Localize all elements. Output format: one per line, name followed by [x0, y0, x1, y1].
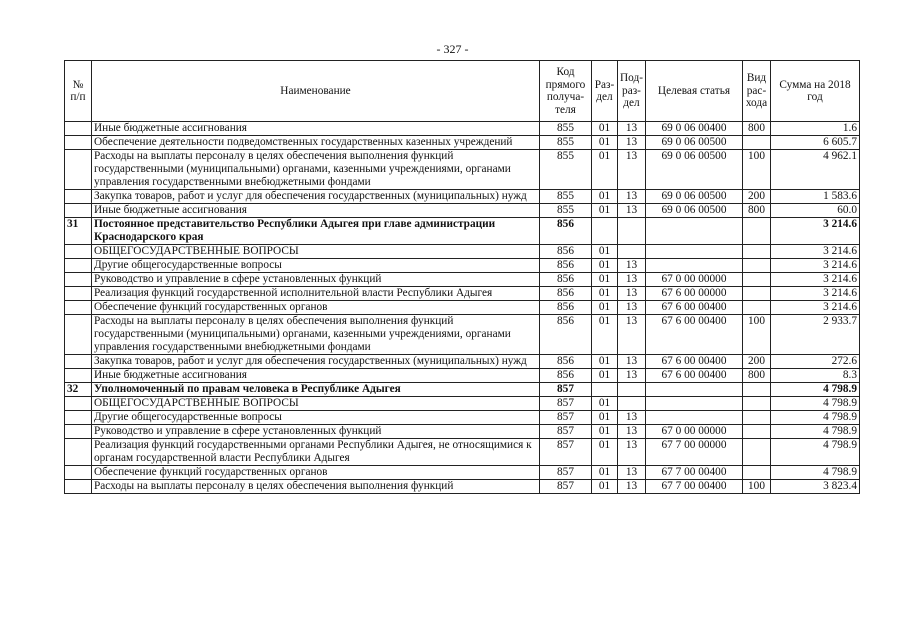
- row-code: 856: [540, 315, 592, 355]
- row-name: Постоянное представительство Республики Адыгея при главе администрации Краснодарского края: [92, 218, 540, 245]
- row-code: 855: [540, 122, 592, 136]
- row-name: Обеспечение функций государственных органов: [92, 466, 540, 480]
- row-target: [646, 383, 743, 397]
- row-sum: 4 798.9: [771, 383, 860, 397]
- row-section: 01: [592, 480, 618, 494]
- row-num: [65, 315, 92, 355]
- row-name: Иные бюджетные ассигнования: [92, 204, 540, 218]
- row-subsection: 13: [618, 411, 646, 425]
- row-target: [646, 411, 743, 425]
- row-section: 01: [592, 466, 618, 480]
- row-code: 856: [540, 355, 592, 369]
- row-code: 855: [540, 204, 592, 218]
- header-subsection: Под-раз-дел: [618, 61, 646, 122]
- row-target: 67 7 00 00400: [646, 480, 743, 494]
- row-name: ОБЩЕГОСУДАРСТВЕННЫЕ ВОПРОСЫ: [92, 397, 540, 411]
- row-section: 01: [592, 439, 618, 466]
- row-num: [65, 190, 92, 204]
- row-type: [743, 259, 771, 273]
- row-target: 67 6 00 00400: [646, 355, 743, 369]
- row-name: Руководство и управление в сфере установленных функций: [92, 425, 540, 439]
- row-type: 100: [743, 480, 771, 494]
- header-num: № п/п: [65, 61, 92, 122]
- row-code: 855: [540, 136, 592, 150]
- table-row: [65, 136, 860, 150]
- row-section: 01: [592, 204, 618, 218]
- row-sum: 3 214.6: [771, 301, 860, 315]
- table-row: [65, 383, 860, 397]
- row-type: [743, 411, 771, 425]
- row-name: Обеспечение функций государственных органов: [92, 301, 540, 315]
- row-num: [65, 150, 92, 190]
- row-subsection: 13: [618, 439, 646, 466]
- row-code: 856: [540, 273, 592, 287]
- row-num: [65, 122, 92, 136]
- row-type: [743, 397, 771, 411]
- row-subsection: 13: [618, 259, 646, 273]
- row-sum: 2 933.7: [771, 315, 860, 355]
- row-name: Расходы на выплаты персоналу в целях обеспечения выполнения функций: [92, 480, 540, 494]
- row-sum: 3 214.6: [771, 287, 860, 301]
- row-sum: 3 214.6: [771, 273, 860, 287]
- row-num: 31: [65, 218, 92, 245]
- row-code: 857: [540, 383, 592, 397]
- row-target: 67 0 00 00000: [646, 425, 743, 439]
- row-sum: 4 962.1: [771, 150, 860, 190]
- row-sum: 4 798.9: [771, 439, 860, 466]
- row-type: 100: [743, 150, 771, 190]
- table-row: [65, 411, 860, 425]
- row-section: 01: [592, 150, 618, 190]
- row-type: [743, 301, 771, 315]
- row-num: [65, 480, 92, 494]
- row-sum: 4 798.9: [771, 411, 860, 425]
- row-num: [65, 439, 92, 466]
- row-name: Реализация функций государственной исполнительной власти Республики Адыгея: [92, 287, 540, 301]
- table-row: [65, 397, 860, 411]
- row-num: [65, 369, 92, 383]
- row-section: 01: [592, 259, 618, 273]
- row-subsection: [618, 218, 646, 245]
- header-target: Целевая статья: [646, 61, 743, 122]
- row-name: Закупка товаров, работ и услуг для обеспечения государственных (муниципальных) нужд: [92, 190, 540, 204]
- row-sum: 4 798.9: [771, 397, 860, 411]
- table-row: [65, 369, 860, 383]
- row-code: 856: [540, 369, 592, 383]
- table-row: [65, 218, 860, 245]
- row-type: [743, 136, 771, 150]
- table-row: [65, 245, 860, 259]
- row-subsection: 13: [618, 190, 646, 204]
- row-type: [743, 383, 771, 397]
- table-header-row: [65, 61, 860, 122]
- row-target: 67 6 00 00000: [646, 287, 743, 301]
- row-type: [743, 466, 771, 480]
- row-code: 857: [540, 397, 592, 411]
- row-section: 01: [592, 190, 618, 204]
- row-sum: 3 214.6: [771, 259, 860, 273]
- row-type: 200: [743, 190, 771, 204]
- row-subsection: [618, 245, 646, 259]
- row-subsection: [618, 397, 646, 411]
- row-section: 01: [592, 369, 618, 383]
- row-name: Иные бюджетные ассигнования: [92, 122, 540, 136]
- row-name: Другие общегосударственные вопросы: [92, 411, 540, 425]
- row-target: 67 6 00 00400: [646, 315, 743, 355]
- page-number: - 327 -: [436, 42, 469, 56]
- row-num: [65, 301, 92, 315]
- row-sum: 4 798.9: [771, 425, 860, 439]
- row-sum: 4 798.9: [771, 466, 860, 480]
- row-subsection: 13: [618, 480, 646, 494]
- row-section: 01: [592, 355, 618, 369]
- row-num: 32: [65, 383, 92, 397]
- row-sum: 1 583.6: [771, 190, 860, 204]
- row-code: 856: [540, 218, 592, 245]
- row-section: 01: [592, 287, 618, 301]
- budget-table: [64, 60, 860, 494]
- row-subsection: 13: [618, 355, 646, 369]
- row-subsection: 13: [618, 287, 646, 301]
- table-row: [65, 301, 860, 315]
- row-type: 800: [743, 369, 771, 383]
- row-subsection: 13: [618, 315, 646, 355]
- row-subsection: 13: [618, 122, 646, 136]
- row-target: 69 0 06 00400: [646, 122, 743, 136]
- table-row: [65, 204, 860, 218]
- row-subsection: 13: [618, 150, 646, 190]
- row-sum: 3 214.6: [771, 245, 860, 259]
- row-section: [592, 383, 618, 397]
- table-row: [65, 425, 860, 439]
- row-sum: 3 823.4: [771, 480, 860, 494]
- row-num: [65, 397, 92, 411]
- row-num: [65, 466, 92, 480]
- row-name: Руководство и управление в сфере установленных функций: [92, 273, 540, 287]
- table-row: [65, 190, 860, 204]
- table-row: [65, 150, 860, 190]
- row-code: 856: [540, 259, 592, 273]
- row-subsection: 13: [618, 466, 646, 480]
- row-target: 69 0 06 00500: [646, 204, 743, 218]
- table-row: [65, 273, 860, 287]
- row-section: 01: [592, 425, 618, 439]
- row-code: 856: [540, 287, 592, 301]
- row-subsection: 13: [618, 425, 646, 439]
- row-code: 857: [540, 439, 592, 466]
- table-row: [65, 122, 860, 136]
- row-code: 855: [540, 150, 592, 190]
- row-num: [65, 287, 92, 301]
- row-section: 01: [592, 315, 618, 355]
- row-type: [743, 425, 771, 439]
- header-code: Код прямого получа-теля: [540, 61, 592, 122]
- row-num: [65, 136, 92, 150]
- row-sum: 8.3: [771, 369, 860, 383]
- row-target: 67 7 00 00400: [646, 466, 743, 480]
- row-target: 67 6 00 00400: [646, 369, 743, 383]
- row-num: [65, 273, 92, 287]
- row-code: 856: [540, 245, 592, 259]
- row-name: Обеспечение деятельности подведомственных государственных казенных учреждений: [92, 136, 540, 150]
- row-target: [646, 218, 743, 245]
- row-code: 857: [540, 425, 592, 439]
- row-num: [65, 259, 92, 273]
- row-num: [65, 425, 92, 439]
- table-body: [65, 122, 860, 494]
- row-sum: 3 214.6: [771, 218, 860, 245]
- row-section: 01: [592, 273, 618, 287]
- row-target: 69 0 06 00500: [646, 150, 743, 190]
- row-section: 01: [592, 136, 618, 150]
- row-target: 69 0 06 00500: [646, 136, 743, 150]
- header-section: Раз-дел: [592, 61, 618, 122]
- row-type: [743, 245, 771, 259]
- row-name: Другие общегосударственные вопросы: [92, 259, 540, 273]
- row-num: [65, 411, 92, 425]
- table-row: [65, 466, 860, 480]
- row-target: 67 7 00 00000: [646, 439, 743, 466]
- row-type: 800: [743, 204, 771, 218]
- row-target: [646, 245, 743, 259]
- row-sum: 60.0: [771, 204, 860, 218]
- table-row: [65, 355, 860, 369]
- row-code: 855: [540, 190, 592, 204]
- row-section: 01: [592, 397, 618, 411]
- row-code: 857: [540, 466, 592, 480]
- header-type: Вид рас-хода: [743, 61, 771, 122]
- row-subsection: 13: [618, 204, 646, 218]
- row-sum: 272.6: [771, 355, 860, 369]
- row-name: Уполномоченный по правам человека в Республике Адыгея: [92, 383, 540, 397]
- row-section: [592, 218, 618, 245]
- row-type: [743, 287, 771, 301]
- row-target: [646, 397, 743, 411]
- table-row: [65, 259, 860, 273]
- table-row: [65, 480, 860, 494]
- row-code: 856: [540, 301, 592, 315]
- row-subsection: 13: [618, 273, 646, 287]
- row-name: Закупка товаров, работ и услуг для обеспечения государственных (муниципальных) нужд: [92, 355, 540, 369]
- row-target: 67 6 00 00400: [646, 301, 743, 315]
- row-type: [743, 218, 771, 245]
- row-num: [65, 204, 92, 218]
- table-row: [65, 287, 860, 301]
- row-section: 01: [592, 122, 618, 136]
- row-target: [646, 259, 743, 273]
- row-sum: 1.6: [771, 122, 860, 136]
- row-subsection: 13: [618, 369, 646, 383]
- row-name: Иные бюджетные ассигнования: [92, 369, 540, 383]
- row-subsection: [618, 383, 646, 397]
- row-sum: 6 605.7: [771, 136, 860, 150]
- row-name: Расходы на выплаты персоналу в целях обеспечения выполнения функций государственными (муниципальными) органами, казенными учреждениями, органами управления государственными внебюджетными фондами: [92, 315, 540, 355]
- row-target: 67 0 00 00000: [646, 273, 743, 287]
- header-name: Наименование: [92, 61, 540, 122]
- row-type: 100: [743, 315, 771, 355]
- row-type: 800: [743, 122, 771, 136]
- table-row: [65, 315, 860, 355]
- row-target: 69 0 06 00500: [646, 190, 743, 204]
- row-code: 857: [540, 411, 592, 425]
- row-type: 200: [743, 355, 771, 369]
- row-name: Расходы на выплаты персоналу в целях обеспечения выполнения функций государственными (муниципальными) органами, казенными учреждениями, органами управления государственными внебюджетными фондами: [92, 150, 540, 190]
- row-subsection: 13: [618, 136, 646, 150]
- row-section: 01: [592, 411, 618, 425]
- row-name: Реализация функций государственными органами Республики Адыгея, не относящимися к органам государственной власти Республики Адыгея: [92, 439, 540, 466]
- row-num: [65, 245, 92, 259]
- row-name: ОБЩЕГОСУДАРСТВЕННЫЕ ВОПРОСЫ: [92, 245, 540, 259]
- row-subsection: 13: [618, 301, 646, 315]
- header-sum: Сумма на 2018 год: [771, 61, 860, 122]
- row-type: [743, 439, 771, 466]
- row-num: [65, 355, 92, 369]
- row-code: 857: [540, 480, 592, 494]
- row-type: [743, 273, 771, 287]
- row-section: 01: [592, 245, 618, 259]
- table-row: [65, 439, 860, 466]
- row-section: 01: [592, 301, 618, 315]
